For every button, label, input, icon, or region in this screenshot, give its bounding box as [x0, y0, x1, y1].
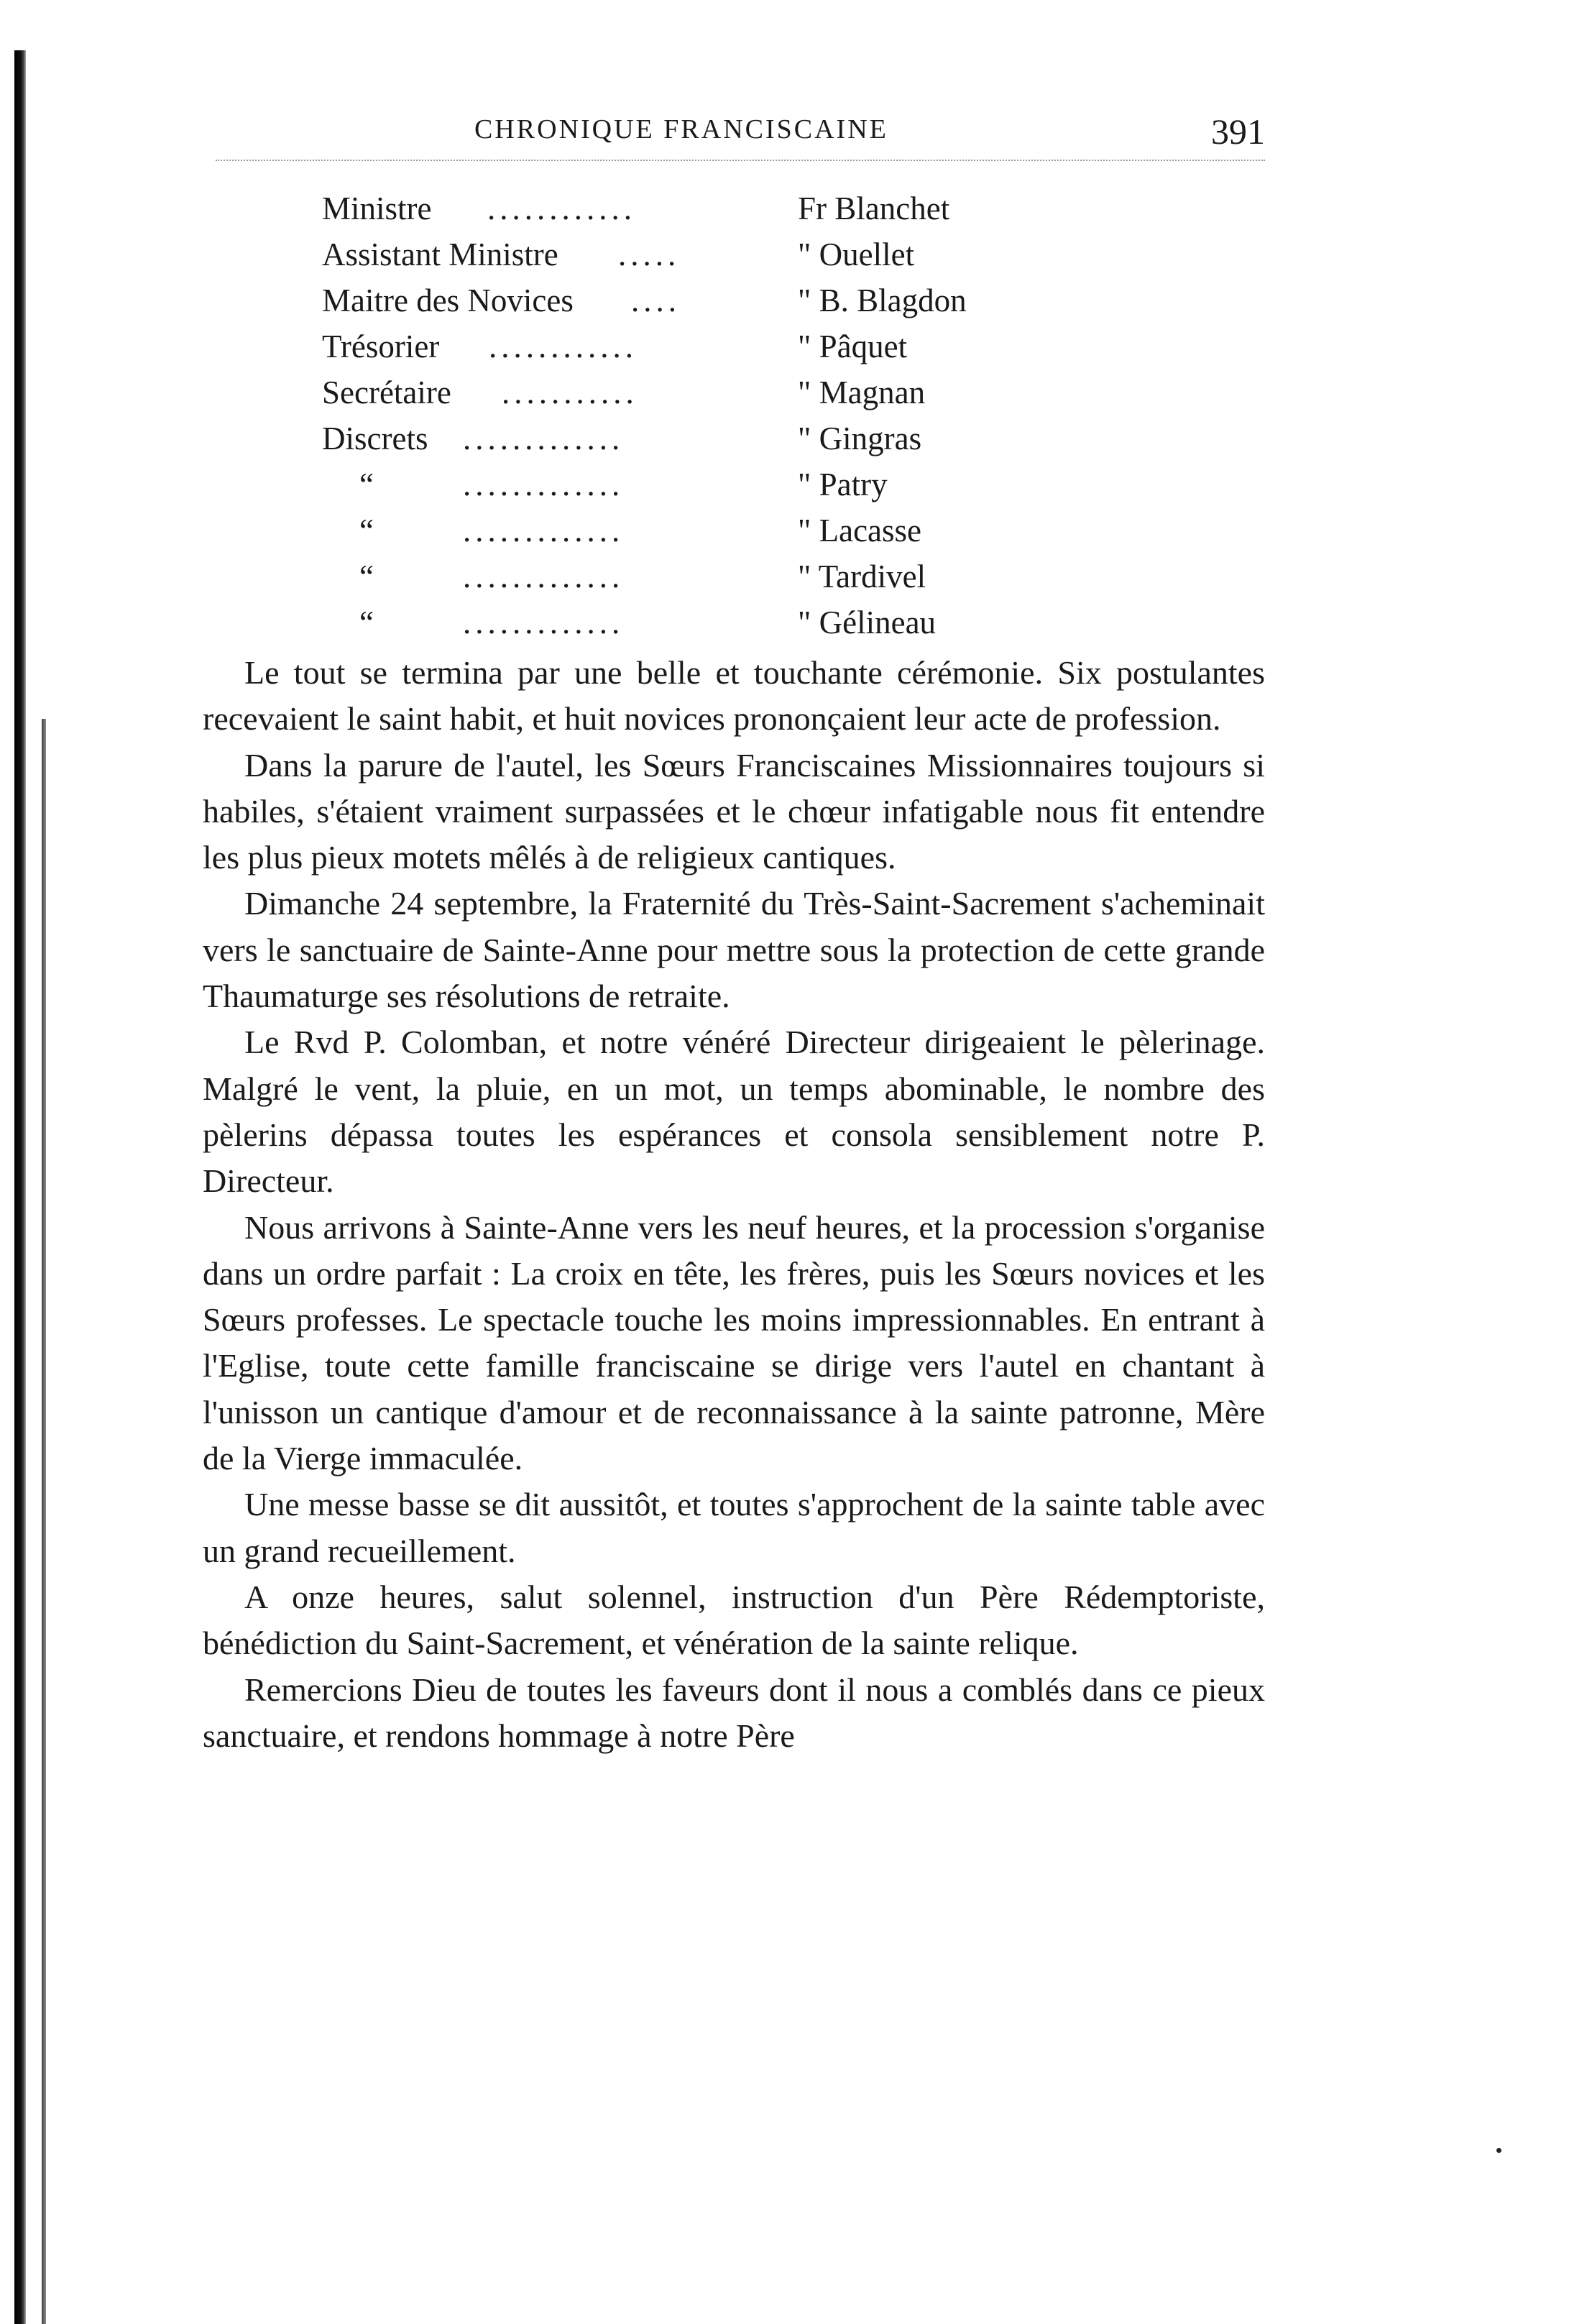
officer-row-discret [322, 507, 1113, 554]
officer-row-secretaire [322, 369, 1113, 415]
officer-name: Fr Blanchet [798, 190, 950, 226]
officer-name: " Patry [798, 467, 888, 502]
ditto-mark: “ [359, 513, 374, 548]
officer-row-discret [322, 554, 1113, 600]
running-title: CHRONIQUE FRANCISCAINE [474, 114, 888, 144]
officer-name: " Gingras [798, 421, 922, 456]
officer-name: " Gélineau [798, 605, 937, 640]
paragraph: Dimanche 24 septembre, la Fraternité du Très-Saint-Sacrement s'acheminait vers le sanctuaire de Sainte-Anne pour mettre sous la protection de cette grande Thaumaturge ses résolutions de retraite. [203, 885, 1265, 1015]
ditto-mark: “ [359, 605, 374, 640]
paragraph: Nous arrivons à Sainte-Anne vers les neuf heures, et la procession s'organise dans un ordre parfait : La croix en tête, les frères, puis les Sœurs novices et les Sœurs professes. Le spectacle touche les moins impressionnables. En entrant à l'Eglise, toute cette famille franciscaine se dirige vers l'autel en chantant à l'unisson un cantique d'amour et de reconnaissance à la sainte patronne, Mère de la Vierge immaculée. [203, 1208, 1265, 1477]
running-header [201, 111, 1265, 157]
paragraph: Le Rvd P. Colomban, et notre vénéré Directeur dirigeaient le pèlerinage. Malgré le vent, la pluie, en un mot, un temps abominable, le nombre des pèlerins dépassa toutes les espérances et consola sensiblement notre P. Directeur. [203, 1024, 1265, 1200]
leader-dots: ..... [618, 236, 681, 272]
officer-name: " Tardivel [798, 559, 926, 594]
officer-row-assistant-ministre [322, 231, 1113, 277]
leader-dots: .... [631, 283, 681, 318]
officer-row-maitre-des-novices [322, 277, 1113, 323]
leader-dots: ............. [463, 467, 625, 502]
officer-row-discret [322, 461, 1113, 507]
officer-row-discrets [322, 415, 1113, 461]
leader-dots: ............. [463, 421, 625, 456]
officers-list [322, 185, 1113, 646]
officer-title: Secrétaire [322, 375, 451, 410]
paragraph: A onze heures, salut solennel, instruction d'un Père Rédemptoriste, bénédiction du Saint-Sacrement, et vénération de la sainte relique. [203, 1578, 1265, 1662]
officer-row-tresorier [322, 323, 1113, 369]
body-text [203, 650, 1265, 1759]
officer-name: " B. Blagdon [798, 283, 967, 318]
leader-dots: ........... [502, 375, 638, 410]
officer-name: " Magnan [798, 375, 926, 410]
officer-name: " Pâquet [798, 329, 908, 364]
officer-title: Trésorier [322, 329, 440, 364]
leader-dots: ............. [463, 513, 625, 548]
officer-title: Assistant Ministre [322, 236, 558, 272]
officer-name: " Lacasse [798, 513, 922, 548]
officer-title: Maitre des Novices [322, 283, 574, 318]
ditto-mark: “ [359, 559, 374, 594]
officer-row-ministre [322, 185, 1113, 231]
officer-row-discret [322, 600, 1113, 646]
officer-title: Ministre [322, 190, 432, 226]
leader-dots: ............ [487, 190, 636, 226]
officer-title: Discrets [322, 421, 428, 456]
leader-dots: ............ [489, 329, 638, 364]
page-binding-shadow [42, 719, 46, 2324]
leader-dots: ............. [463, 605, 625, 640]
page-binding-edge [14, 50, 26, 2324]
paragraph: Dans la parure de l'autel, les Sœurs Franciscaines Missionnaires toujours si habiles, s'étaient vraiment surpassées et le chœur infatigable nous fit entendre les plus pieux motets mêlés à de religieux cantiques. [203, 746, 1265, 876]
paragraph: Le tout se termina par une belle et touchante cérémonie. Six postulantes recevaient le saint habit, et huit novices prononçaient leur acte de profession. [203, 654, 1265, 738]
page-number: 391 [1211, 111, 1265, 152]
paragraph: Une messe basse se dit aussitôt, et toutes s'approchent de la sainte table avec un grand recueillement. [203, 1486, 1265, 1569]
leader-dots: ............. [463, 559, 625, 594]
officer-name: " Ouellet [798, 236, 915, 272]
header-rule [216, 160, 1265, 161]
paragraph: Remercions Dieu de toutes les faveurs dont il nous a comblés dans ce pieux sanctuaire, et rendons hommage à notre Père [203, 1671, 1265, 1754]
ditto-mark: “ [359, 467, 374, 502]
ink-speck [1496, 2148, 1501, 2153]
